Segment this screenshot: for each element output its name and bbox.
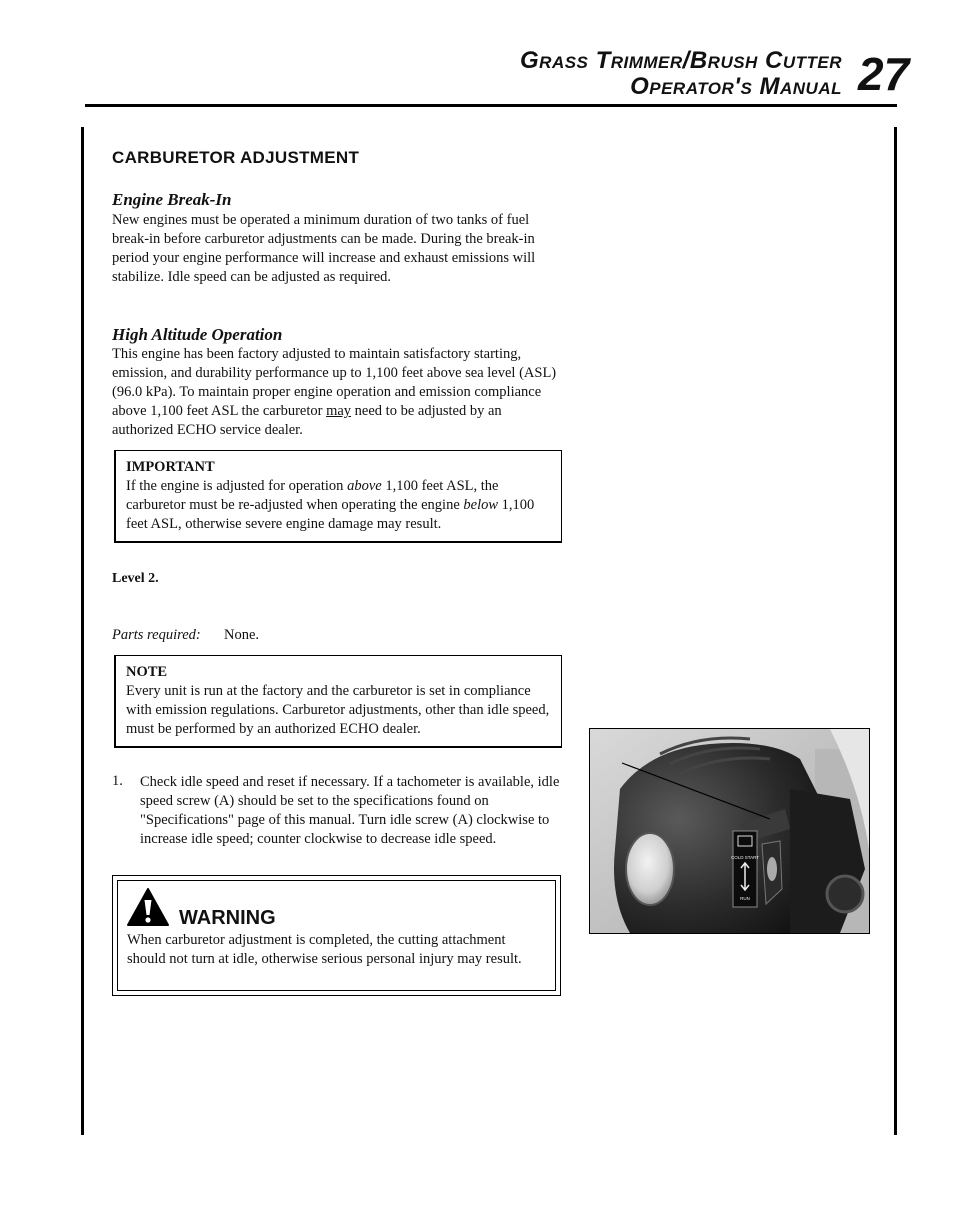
note-text: Every unit is run at the factory and the carburetor is set in compliance with emission regulations. Carburetor adjustments, other than idle speed, must be performed by an authorized ECHO dealer. — [126, 683, 550, 737]
skill-level: Level 2. — [112, 571, 159, 586]
carburetor-photo — [589, 728, 870, 934]
decal-cold-start-label: COLD START — [730, 855, 760, 860]
header-title-line1: Grass Trimmer/Brush Cutter — [520, 47, 842, 74]
header-title-line2: Operator's Manual — [630, 73, 842, 100]
note-box — [114, 655, 562, 748]
important-text-part2: 1,100 feet ASL, the carburetor must be re-adjusted when operating the engine — [126, 478, 499, 513]
important-box — [114, 450, 562, 543]
parts-required-value: None. — [224, 627, 260, 643]
warning-heading: WARNING — [179, 907, 276, 929]
altitude-text-underlined: may — [326, 403, 352, 419]
altitude-text-part1: This engine has been factory adjusted to maintain satisfactory starting, emission, and durability performance up to 1,100 feet above sea level (ASL) (96.0 kPa). To maintain proper engine operation and emission compliance above 1,100 feet ASL the carburetor — [112, 346, 557, 419]
warning-box-inner — [117, 880, 556, 991]
warning-text: When carburetor adjustment is completed, the cutting attachment should not turn at idle, otherwise serious personal injury may result. — [127, 932, 522, 967]
section-title: CARBURETOR ADJUSTMENT — [112, 148, 360, 167]
important-text-part1: If the engine is adjusted for operation — [126, 478, 348, 494]
break-in-heading: Engine Break-In — [112, 190, 232, 209]
page-number: 27 — [858, 48, 910, 100]
altitude-text-part2: need to be adjusted by an authorized ECHO service dealer. — [112, 403, 502, 438]
step-1-text: Check idle speed and reset if necessary. If a tachometer is available, idle speed screw (A) should be set to the specifications found on "Specifications" page of this manual. Turn idle screw (A) clockwise to increase idle speed; counter clockwise to decrease idle speed. — [140, 774, 560, 847]
important-text-part3: 1,100 feet ASL, otherwise severe engine damage may result. — [126, 497, 535, 532]
warning-box — [112, 875, 561, 996]
important-emphasis-below: below — [463, 497, 499, 513]
carburetor-photo-drawing — [590, 729, 869, 933]
important-text — [126, 477, 551, 534]
important-emphasis-above: above — [347, 478, 382, 494]
parts-required-label: Parts required: — [112, 627, 201, 643]
header-title — [520, 48, 842, 100]
right-margin-rule — [894, 127, 897, 1135]
note-title: NOTE — [126, 664, 168, 680]
altitude-heading: High Altitude Operation — [112, 325, 283, 344]
decal-run-label: RUN — [740, 896, 750, 901]
warning-triangle-icon — [126, 887, 170, 927]
step-1-number: 1. — [112, 773, 123, 789]
left-margin-rule — [81, 127, 84, 1135]
important-title: IMPORTANT — [126, 459, 215, 475]
header-rule — [85, 104, 897, 107]
altitude-text — [112, 345, 564, 440]
break-in-text: New engines must be operated a minimum duration of two tanks of fuel break-in before carburetor adjustments can be made. During the break-in period your engine performance will increase and exhaust emissions will stabilize. Idle speed can be adjusted as required. — [112, 212, 536, 285]
